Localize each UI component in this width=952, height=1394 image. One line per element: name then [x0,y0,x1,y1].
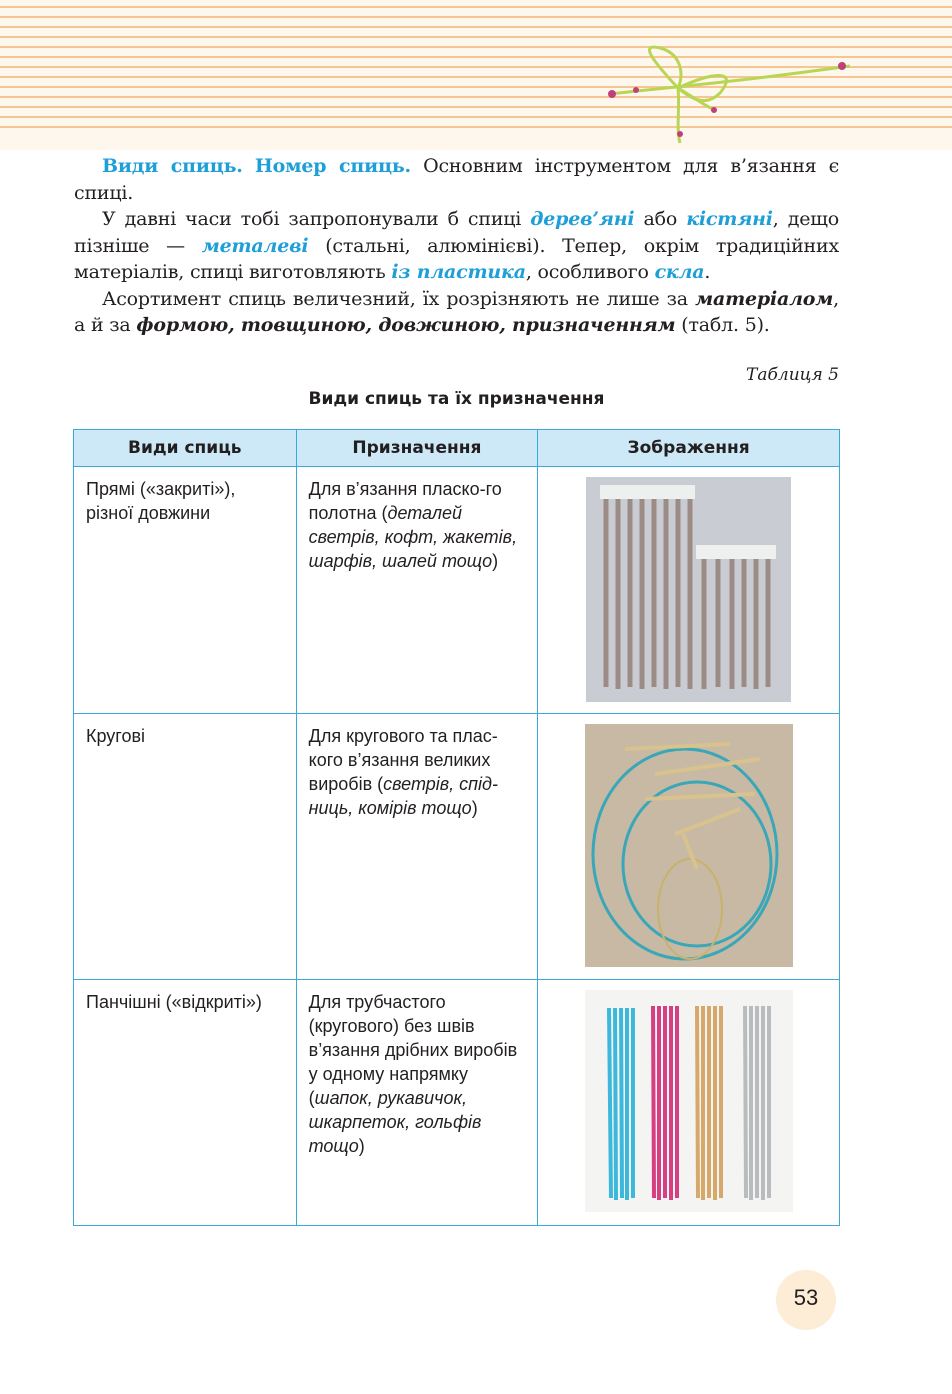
purpose-examples: деталей светрів, кофт, жакетів, шарфів, шалей тощо [308,503,518,571]
cell-type: Кругові [74,714,297,980]
table-row [74,980,840,1226]
term-properties: формою, товщиною, довжиною, призначенням [136,314,676,336]
paragraph-materials [74,206,839,286]
ribbon-bow-icon [600,38,860,148]
cell-image [538,980,840,1226]
text-span: або [634,208,687,230]
purpose-text: ) [492,551,499,571]
term-glass: скла [654,261,705,283]
text-span: , особливого [525,261,655,283]
column-header-type: Види спиць [74,430,297,467]
heading-needle-number: Номер спиць. [254,155,411,177]
heading-needle-types: Види спиць. [102,155,243,177]
text-span: . [704,261,711,283]
purpose-text: Для в’язання пласко-го полотна ( [308,479,502,523]
cell-purpose [296,714,538,980]
table-header-row [74,430,840,467]
double-pointed-needles-photo [585,990,793,1212]
text-span: , дещо пізніше — [74,208,839,257]
purpose-text: ) [471,798,478,818]
text-span: (стальні, алюмінієві). Тепер, окрім традиційних матеріалів, спиці виготовляють [74,234,839,283]
cell-image [538,714,840,980]
paragraph-text: Основним інструментом для в’язання є спиці. [74,155,840,204]
cell-type: Панчішні («відкриті») [74,980,297,1226]
cell-purpose [296,467,538,714]
purpose-text: Для трубчастого (кругового) без швів в’язання дрібних виробів у одному напрямку ( [308,992,518,1108]
cell-type: Прямі («закриті»), різної довжини [74,467,297,714]
table-row [74,467,840,714]
circular-needles-photo [585,724,793,967]
term-bone: кістяні [686,208,773,230]
needle-types-table [73,429,840,1226]
table-row [74,714,840,980]
straight-needles-photo [586,477,791,702]
column-header-image: Зображення [538,430,840,467]
text-span: Асортимент спиць величезний, їх розрізняють не лише за [102,287,696,310]
intro-text [74,153,839,339]
purpose-examples: шапок, рукавичок, шкарпеток, гольфів тощо [308,1088,482,1156]
table-label: Таблиця 5 [746,365,839,385]
decorative-header-band [0,0,952,150]
column-header-purpose: Призначення [296,430,538,467]
page-number-badge [776,1270,836,1330]
purpose-examples: светрів, спід-ниць, комірів тощо [308,774,498,818]
term-wooden: дерев’яні [530,208,635,230]
cell-purpose [296,980,538,1226]
text-span: У давні часи тобі запропонували б спиці [102,208,531,230]
cell-image [538,467,840,714]
term-metal: металеві [201,234,309,257]
table-title: Види спиць та їх призначення [308,389,605,409]
term-material: матеріалом [695,287,834,310]
text-span: (табл. 5). [675,314,770,336]
text-span: , а й за [74,287,839,336]
paragraph-needle-types [74,153,839,206]
purpose-text: ) [358,1136,365,1156]
purpose-text: Для кругового та плас-кого в’язання великих виробів ( [308,726,498,794]
paragraph-assortment [74,286,839,339]
term-plastic: із пластика [391,261,526,283]
page-number: 53 [793,1285,819,1310]
